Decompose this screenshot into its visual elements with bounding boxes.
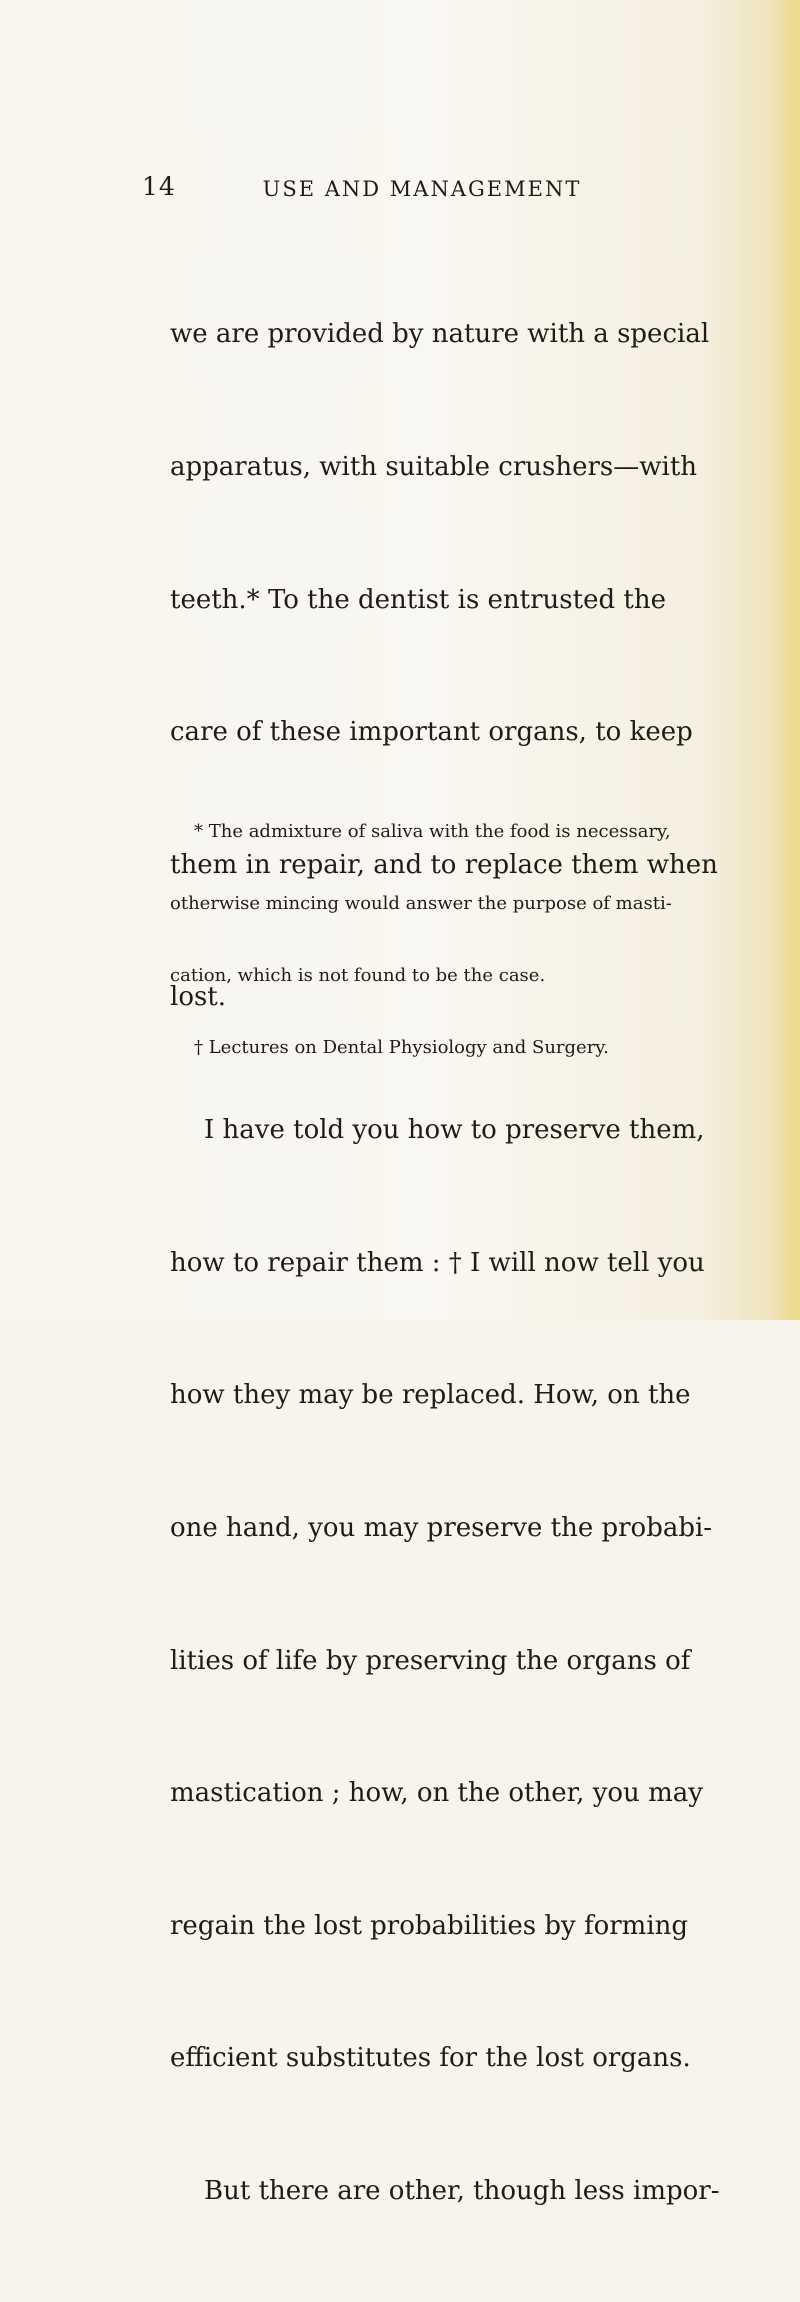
text-line: teeth.* To the dentist is entrusted the (170, 584, 666, 615)
footnote-line: cation, which is not found to be the case. (170, 965, 546, 986)
main-text-block (170, 224, 730, 2302)
text-line: one hand, you may preserve the probabi- (170, 1512, 713, 1543)
footnote-line: * The admixture of saliva with the food is necessary, (194, 821, 671, 842)
text-line: how to repair them : † I will now tell you (170, 1247, 705, 1278)
text-line: we are provided by nature with a special (170, 319, 710, 350)
page-number: 14 (142, 172, 176, 201)
text-line: apparatus, with suitable crushers—with (170, 452, 698, 483)
text-line: efficient substitutes for the lost organs. (170, 2043, 691, 2074)
text-line: lities of life by preserving the organs of (170, 1645, 691, 1676)
running-head-title: USE AND MANAGEMENT (262, 177, 582, 201)
text-line: mastication ; how, on the other, you may (170, 1778, 703, 1809)
page-edge-shadow (776, 0, 800, 1320)
text-line: But there are other, though less impor- (204, 2175, 720, 2206)
page-header (142, 172, 702, 206)
text-line: how they may be replaced. How, on the (170, 1380, 691, 1411)
footnote-line: † Lectures on Dental Physiology and Surgery. (194, 1037, 609, 1058)
text-line: I have told you how to preserve them, (204, 1115, 705, 1146)
footnote-line: otherwise mincing would answer the purpose of masti- (170, 893, 672, 914)
text-line: them in repair, and to replace them when (170, 849, 718, 880)
text-line: care of these important organs, to keep (170, 717, 693, 748)
text-line: lost. (170, 982, 227, 1013)
text-line: regain the lost probabilities by forming (170, 1910, 689, 1941)
footnotes-block (170, 772, 730, 1108)
